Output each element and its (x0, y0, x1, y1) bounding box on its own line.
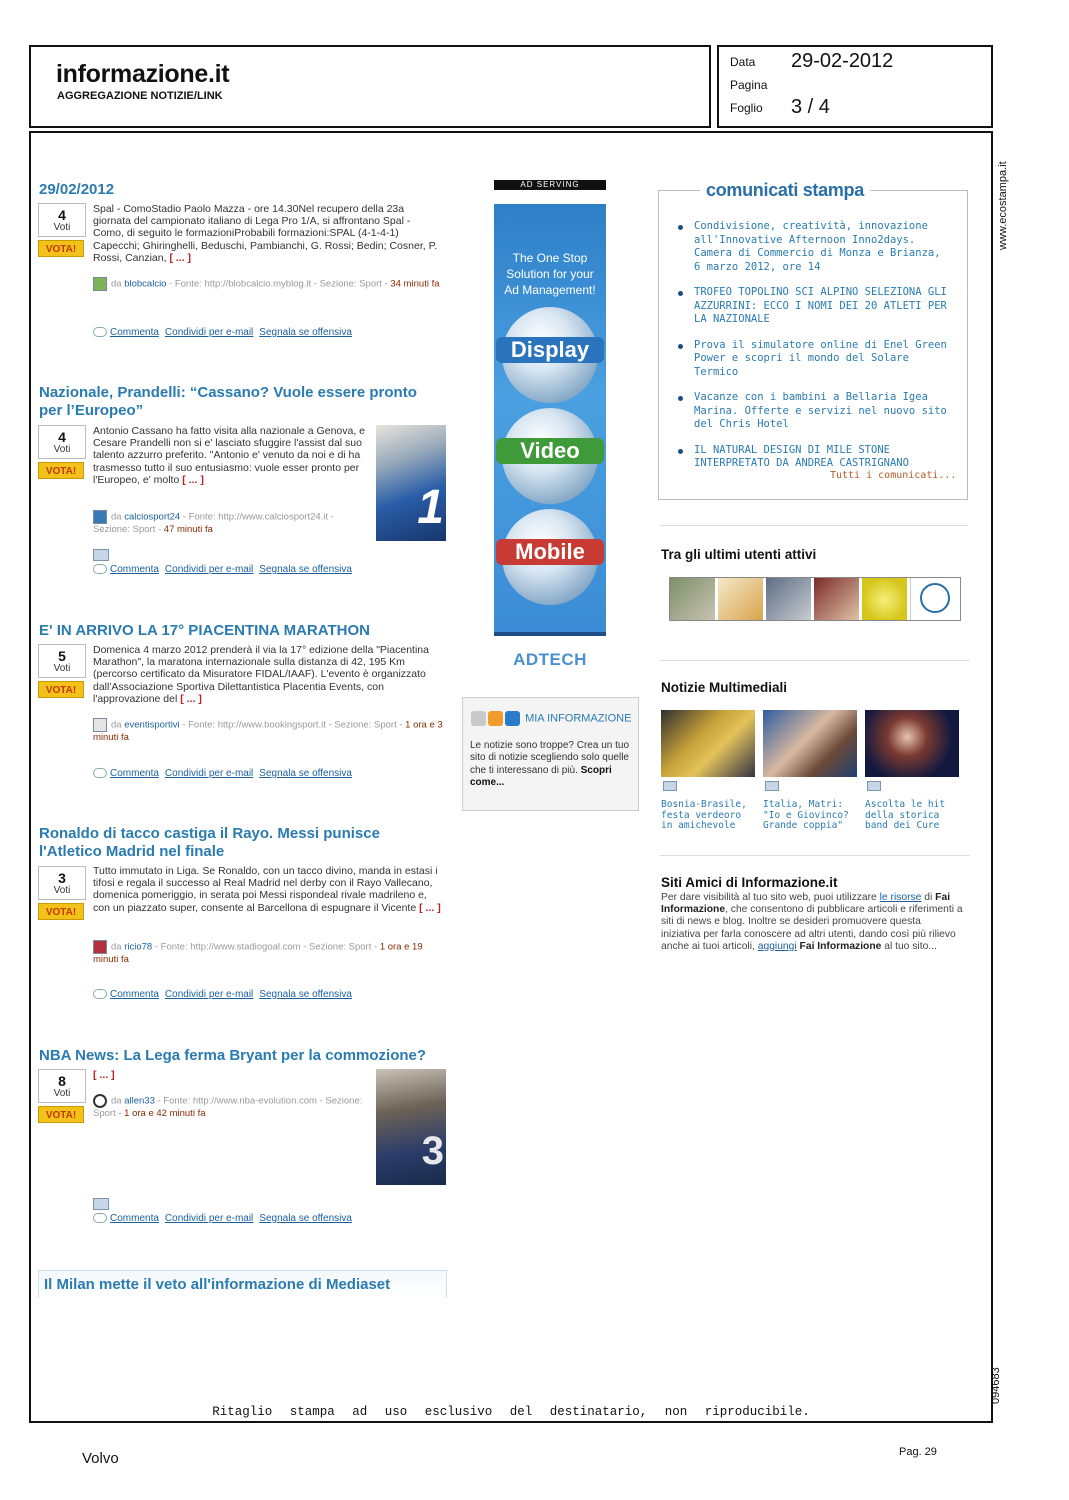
comunicato-item[interactable]: Vacanze con i bambini a Bellaria Igea Marina. Offerte e servizi nel nuovo sito del Chris Hotel (678, 391, 953, 432)
image-icon (93, 549, 109, 561)
commenta-link[interactable]: Commenta (110, 1213, 159, 1224)
rss-icon (471, 711, 486, 726)
news-source: da blobcalcio - Fonte: http://blobcalcio.myblog.it - Sezione: Sport - 34 minuti fa (93, 277, 448, 291)
site-tagline: AGGREGAZIONE NOTIZIE/LINK (57, 90, 223, 102)
read-more-link[interactable]: [ ... ] (180, 692, 202, 705)
vote-counter: 5 Voti (38, 644, 86, 678)
news-title[interactable]: E' IN ARRIVO LA 17° PIACENTINA MARATHON (39, 622, 370, 639)
vota-button[interactable]: VOTA! (38, 240, 84, 257)
commenta-link[interactable]: Commenta (110, 768, 159, 779)
vota-button[interactable]: VOTA! (38, 1106, 84, 1123)
user-avatar[interactable] (910, 578, 956, 621)
side-url: www.ecostampa.it (997, 161, 1009, 250)
news-actions (93, 327, 358, 338)
ad-serving-label: AD SERVING (494, 180, 606, 190)
user-avatar[interactable] (766, 578, 812, 621)
user-avatar-icon (93, 277, 107, 291)
vote-counter: 8 Voti (38, 1069, 86, 1103)
multimedia-thumb[interactable] (865, 710, 959, 777)
data-value: 29-02-2012 (791, 50, 894, 72)
news-source: da allen33 - Fonte: http://www.nba-evolution.com - Sezione: Sport - 1 ora e 42 minuti fa (93, 1095, 363, 1119)
multimedia-caption[interactable]: Italia, Matri: "Io e Giovinco? Grande coppia" (763, 799, 849, 831)
read-more-link[interactable]: [ ... ] (169, 251, 192, 264)
foglio-label: Foglio (730, 101, 763, 115)
image-icon (93, 1198, 109, 1210)
vota-button[interactable]: VOTA! (38, 681, 84, 698)
siti-amici-body: Per dare visibilità al tuo sito web, puoi utilizzare le risorse di Fai Informazione, che consentono di pubblicare articoli e riferimenti a siti di news e blog. Inoltre se desideri promuovere questa iniziativa per farla conoscere ad altri utenti, dando così più rilievo anche ai tuoi articoli, aggiungi Fai Informazione al tuo sito... (661, 892, 963, 952)
news-photo-bryant[interactable]: 3 (376, 1069, 446, 1185)
condividi-link[interactable]: Condividi per e-mail (164, 1213, 254, 1224)
foglio-value: 3 / 4 (791, 96, 830, 118)
rss-icon (505, 711, 520, 726)
news-title[interactable]: Il Milan mette il veto all'informazione di Mediaset (44, 1276, 391, 1293)
user-avatar-icon (93, 940, 107, 954)
news-title[interactable]: NBA News: La Lega ferma Bryant per la commozione? (39, 1047, 427, 1064)
news-body: Spal - ComoStadio Paolo Mazza - ore 14.30Nel recupero della 23a giornata del campionato italiano di Lega Pro 1/A, si affrontano Spal - Como, di seguito le formazioniProbabili formazioni:SPAL (4-1-4-1) Capecchi; Ghiringhelli, Beduschi, Pambianchi, G. Rossi; Bedin; Cosner, P. Rossi, Canzian, [ ... ] (93, 203, 438, 264)
comunicati-title: comunicati stampa (700, 180, 870, 201)
news-title[interactable]: Ronaldo di tacco castiga il Rayo. Messi punisce l'Atletico Madrid nel finale (39, 825, 380, 860)
multimedia-thumb[interactable] (763, 710, 857, 777)
condividi-link[interactable]: Condividi per e-mail (164, 564, 254, 575)
mia-header[interactable]: MIA INFORMAZIONE (471, 711, 631, 726)
comunicati-list (678, 220, 953, 483)
divider (660, 660, 970, 661)
news-actions (93, 1213, 358, 1224)
tutti-comunicati-link[interactable]: Tutti i comunicati... (830, 470, 957, 481)
le-risorse-link[interactable]: le risorse (879, 892, 922, 903)
adtech-logo[interactable]: ADTECH (513, 650, 587, 669)
user-avatar-icon (93, 1094, 107, 1108)
read-more-link[interactable]: [ ... ] (182, 473, 204, 486)
user-avatar-icon (93, 510, 107, 524)
comunicato-item[interactable]: TROFEO TOPOLINO SCI ALPINO SELEZIONA GLI AZZURRINI: ECCO I NOMI DEI 20 ATLETI PER LA NAZIONALE (678, 286, 953, 327)
commenta-link[interactable]: Commenta (110, 564, 159, 575)
news-actions (93, 989, 358, 1000)
multimedia-title: Notizie Multimediali (661, 680, 788, 695)
audio-icon (867, 781, 881, 791)
comment-icon (93, 989, 107, 999)
segnala-link[interactable]: Segnala se offensiva (259, 989, 352, 1000)
comunicato-item[interactable]: Prova il simulatore online di Enel Green Power e scopri il mondo del Solare Termico (678, 339, 953, 380)
site-logo[interactable]: informazione.it (56, 60, 230, 88)
commenta-link[interactable]: Commenta (110, 327, 159, 338)
commenta-link[interactable]: Commenta (110, 989, 159, 1000)
reproduction-notice: Ritaglio stampa ad uso esclusivo del destinatario, non riproducibile. (212, 1405, 810, 1419)
comment-icon (93, 768, 107, 778)
comment-icon (93, 564, 107, 574)
condividi-link[interactable]: Condividi per e-mail (164, 768, 254, 779)
comunicato-item[interactable]: IL NATURAL DESIGN DI MILE STONE INTERPRETATO DA ANDREA CASTRIGNANO (678, 444, 953, 471)
ad-video-item[interactable]: Video (502, 408, 598, 504)
news-photo-cassano[interactable]: 1 (376, 425, 446, 541)
news-body: Antonio Cassano ha fatto visita alla nazionale a Genova, e Cesare Prandelli non si e' lasciato sfuggire l'assist dal suo talento azzurro preferito. "Antonio e' venuto da noi e di ha trasmesso tutto il suo entusiasmo: vuole esser pronto per l'Europeo, e' molto [ ... ] (93, 425, 366, 486)
condividi-link[interactable]: Condividi per e-mail (164, 327, 254, 338)
news-title[interactable]: 29/02/2012 (39, 181, 115, 198)
comment-icon (93, 327, 107, 337)
vote-counter: 3 Voti (38, 866, 86, 900)
news-body: Tutto immutato in Liga. Se Ronaldo, con un tacco divino, manda in estasi i tifosi e regala il successo al Real Madrid nel derby con il Rayo Vallecano, domenica pomeriggio, in serata poi Messi rispondeal rivale madrileno e, con un piazzato super, consente al Barcellona di espugnare il Vicente [ ... ] (93, 865, 441, 914)
divider (660, 525, 968, 526)
news-body (93, 1069, 115, 1081)
video-icon (663, 781, 677, 791)
client-name: Volvo (82, 1450, 119, 1467)
data-label: Data (730, 55, 756, 69)
user-avatar[interactable] (670, 578, 716, 621)
news-body: Domenica 4 marzo 2012 prenderà il via la 17° edizione della "Piacentina Marathon", la maratona internazionale sulla distanza di 42, 195 Km (percorso certificato da Misuratore FIDAL/IAAF). L'evento è organizzato dall'Associazione Sportiva Dilettantistica Placentia Events, con l'approvazione del [ ... ] (93, 644, 429, 705)
vitruvian-icon (920, 583, 950, 613)
multimedia-caption[interactable]: Bosnia-Brasile, festa verdeoro in amichevole (661, 799, 747, 831)
vote-counter: 4 Voti (38, 203, 86, 237)
pagina-label: Pagina (730, 78, 768, 92)
news-actions (93, 564, 358, 575)
segnala-link[interactable]: Segnala se offensiva (259, 768, 352, 779)
news-title[interactable]: Nazionale, Prandelli: “Cassano? Vuole essere pronto per l’Europeo” (39, 384, 417, 419)
video-icon (765, 781, 779, 791)
divider (660, 855, 970, 856)
ad-mobile-item[interactable]: Mobile (502, 509, 598, 605)
news-actions (93, 768, 358, 779)
news-source: da eventisportivi - Fonte: http://www.bookingsport.it - Sezione: Sport - 1 ora e 3 minuti fa (93, 719, 443, 743)
mia-body: Le notizie sono troppe? Crea un tuo sito di notizie scegliendo solo quelle che ti interessano di più. Scopri come... (470, 740, 629, 788)
aggiungi-link[interactable]: aggiungi (757, 940, 797, 952)
vote-counter: 4 Voti (38, 425, 86, 459)
rss-icon (488, 711, 503, 726)
read-more-link[interactable]: [ ... ] (419, 901, 441, 914)
news-source: da ricio78 - Fonte: http://www.stadiogoal.com - Sezione: Sport - 1 ora e 19 minuti fa (93, 941, 423, 965)
news-source: da calciosport24 - Fonte: http://www.calciosport24.it - Sezione: Sport - 47 minuti fa (93, 511, 334, 535)
utenti-title: Tra gli ultimi utenti attivi (661, 547, 817, 562)
comment-icon (93, 1213, 107, 1223)
ad-tagline: The One Stop Solution for your Ad Management! (504, 251, 596, 297)
read-more-link[interactable]: [ ... ] (93, 1069, 115, 1081)
user-avatar[interactable] (718, 578, 764, 621)
segnala-link[interactable]: Segnala se offensiva (259, 564, 352, 575)
page-number: Pag. 29 (899, 1446, 937, 1458)
user-avatar-icon (93, 718, 107, 732)
ad-display-item[interactable]: Display (502, 307, 598, 403)
vota-button[interactable]: VOTA! (38, 903, 84, 920)
segnala-link[interactable]: Segnala se offensiva (259, 1213, 352, 1224)
user-avatar[interactable] (814, 578, 860, 621)
condividi-link[interactable]: Condividi per e-mail (164, 989, 254, 1000)
segnala-link[interactable]: Segnala se offensiva (259, 327, 352, 338)
scopri-come-link[interactable]: Scopri come... (470, 764, 612, 788)
siti-amici-title: Siti Amici di Informazione.it (661, 875, 838, 890)
active-users-strip (669, 577, 961, 621)
comunicato-item[interactable]: Condivisione, creatività, innovazione all'Innovative Afternoon Inno2days. Camera di Commercio di Monza e Brianza, 6 marzo 2012, ore 14 (678, 220, 953, 274)
multimedia-caption[interactable]: Ascolta le hit della storica band dei Cure (865, 799, 946, 831)
multimedia-thumb[interactable] (661, 710, 755, 777)
user-avatar[interactable] (862, 578, 908, 621)
vota-button[interactable]: VOTA! (38, 462, 84, 479)
